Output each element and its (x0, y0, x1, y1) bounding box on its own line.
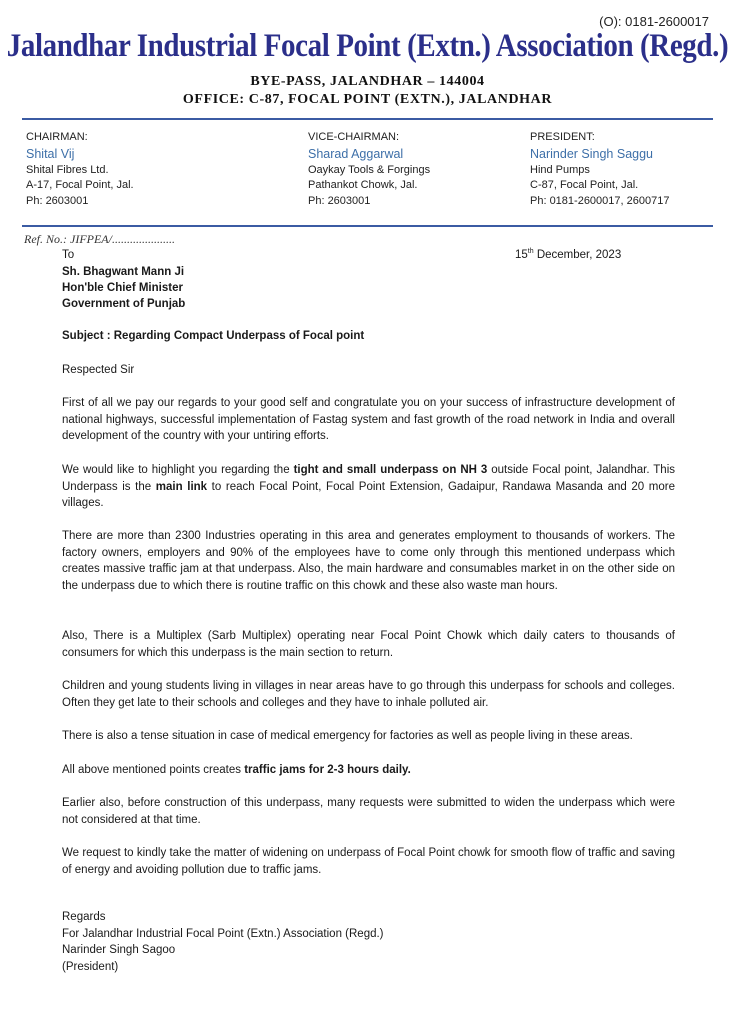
paragraph-congratulations: First of all we pay our regards to your good self and congratulate you on your success of infrastructure development of national highways, successful implementation of Fastag system and fast growth of the road network in India and overall development of the country with your untiring efforts. (62, 397, 675, 442)
officer-role: VICE-CHAIRMAN: (308, 131, 400, 143)
officer-phone: Ph: 2603001 (26, 194, 89, 207)
officer-address: Pathankot Chowk, Jal. (308, 179, 418, 191)
paragraph-traffic-jams: All above mentioned points creates traffic jams for 2-3 hours daily. (62, 764, 411, 776)
closing-organization: For Jalandhar Industrial Focal Point (Extn.) Association (Regd.) (62, 927, 384, 940)
signatory-title: (President) (62, 960, 119, 973)
officer-company: Shital Fibres Ltd. (26, 163, 109, 176)
officer-name: Shital Vij (26, 146, 75, 161)
date-month-year: December, 2023 (533, 248, 622, 261)
reference-number: Ref. No.: JIFPEA/..................... (24, 232, 175, 246)
to-label: To (62, 249, 75, 261)
closing-block (62, 909, 384, 975)
closing-regards: Regards (62, 911, 106, 923)
salutation: Respected Sir (62, 364, 135, 376)
officer-role: CHAIRMAN: (26, 131, 88, 143)
letter-date (515, 248, 621, 261)
office-phone: (O): 0181-2600017 (599, 14, 709, 29)
officer-company: Oaykay Tools & Forgings (308, 163, 431, 176)
address-line-2: OFFICE: C-87, FOCAL POINT (EXTN.), JALANDHAR (182, 92, 553, 107)
organization-name: Jalandhar Industrial Focal Point (Extn.) Association (Regd.) (6, 28, 729, 64)
addressee-organization: Government of Punjab (62, 298, 186, 310)
date-suffix: th (527, 248, 534, 255)
officer-chairman (26, 130, 134, 209)
paragraph-underpass-highlight: We would like to highlight you regarding the tight and small underpass on NH 3 outside Focal point, Jalandhar. This Underpass is the main link to reach Focal Point, Focal Point Extension, Gadaipur, Randawa Masanda and 20 more villages. (62, 464, 675, 509)
signatory-name: Narinder Singh Sagoo (62, 944, 176, 956)
officer-name: Narinder Singh Saggu (530, 146, 653, 161)
address-line-1: BYE-PASS, JALANDHAR – 144004 (250, 74, 485, 89)
paragraph-medical-emergency: There is also a tense situation in case of medical emergency for factories as well as people living in these areas. (62, 730, 633, 742)
addressee-block (62, 264, 185, 312)
addressee-title: Hon'ble Chief Minister (62, 282, 183, 294)
paragraph-multiplex: Also, There is a Multiplex (Sarb Multiplex) operating near Focal Point Chowk which daily caters to thousands of consumers for which this underpass is the main section to return. (62, 630, 675, 659)
officer-company: Hind Pumps (530, 163, 590, 176)
officer-name: Sharad Aggarwal (308, 146, 404, 161)
paragraph-industries: There are more than 2300 Industries operating in this area and generates employment to thousands of workers. The factory owners, employers and 90% of the employees have to come only through this mentioned underpass which creates massive traffic jam at that underpass. Also, the main hardware and consumables market in on the other side on the underpass due to which there is routine traffic on this chowk and these also waste man hours. (62, 530, 675, 592)
date-day: 15 (515, 248, 528, 261)
paragraph-earlier-requests: Earlier also, before construction of this underpass, many requests were submitted to widen the underpass which were not considered at that time. (62, 797, 675, 826)
subject-line: Subject : Regarding Compact Underpass of Focal point (62, 330, 365, 342)
paragraph-request: We request to kindly take the matter of widening on underpass of Focal Point chowk for smooth flow of traffic and saving of energy and avoiding pollution due to traffic jams. (62, 847, 675, 876)
officer-address: A-17, Focal Point, Jal. (26, 179, 134, 191)
header-divider-top (22, 118, 713, 120)
officer-phone: Ph: 2603001 (308, 194, 371, 207)
officer-address: C-87, Focal Point, Jal. (530, 179, 639, 191)
paragraph-students: Children and young students living in villages in near areas have to go through this underpass for schools and colleges. Often they get late to their schools and colleges and they have to inhale polluted air. (62, 680, 675, 709)
officer-phone: Ph: 0181-2600017, 2600717 (530, 194, 670, 207)
officer-president (530, 130, 669, 209)
addressee-name: Sh. Bhagwant Mann Ji (62, 266, 185, 278)
header-divider-bottom (22, 225, 713, 227)
officer-role: PRESIDENT: (530, 131, 595, 143)
officer-vice-chairman (308, 130, 430, 209)
